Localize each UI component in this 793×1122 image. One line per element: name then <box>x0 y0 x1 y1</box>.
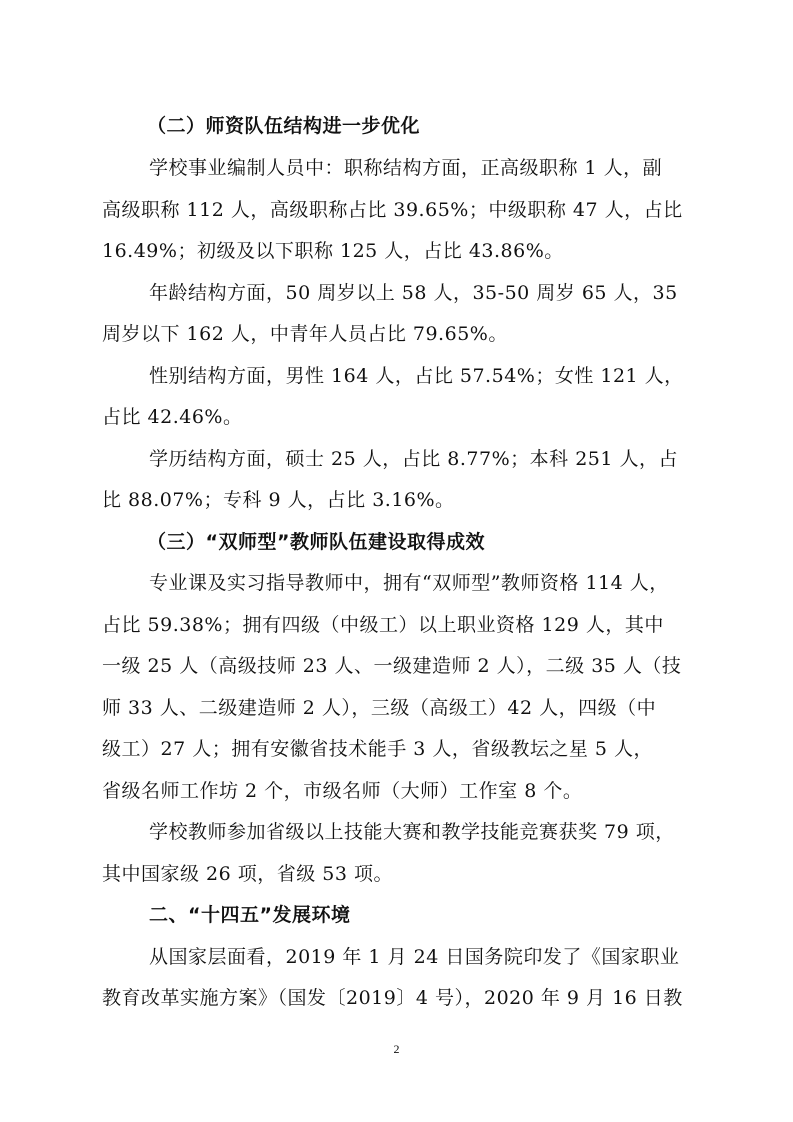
section-heading-3: （三）“双师型”教师队伍建设取得成效 <box>147 531 485 553</box>
paragraph-line: 学校教师参加省级以上技能大赛和教学技能竞赛获奖 79 项， <box>149 821 675 843</box>
paragraph-line: 一级 25 人（高级技师 23 人、一级建造师 2 人），二级 35 人（技 <box>102 655 682 677</box>
paragraph-line: 年龄结构方面，50 周岁以上 58 人，35-50 周岁 65 人，35 <box>149 282 678 304</box>
paragraph-line: 性别结构方面，男性 164 人，占比 57.54%；女性 121 人， <box>149 365 684 387</box>
paragraph-line: 从国家层面看，2019 年 1 月 24 日国务院印发了《国家职业 <box>149 946 680 968</box>
paragraph-line: 省级名师工作坊 2 个，市级名师（大师）工作室 8 个。 <box>102 780 583 802</box>
paragraph-line: 学历结构方面，硕士 25 人，占比 8.77%；本科 251 人，占 <box>149 448 678 470</box>
paragraph-line: 占比 42.46%。 <box>102 406 243 428</box>
paragraph-line: 级工）27 人；拥有安徽省技术能手 3 人，省级教坛之星 5 人， <box>102 738 654 760</box>
paragraph-line: 高级职称 112 人，高级职称占比 39.65%；中级职称 47 人，占比 <box>102 199 683 221</box>
section-heading-2: （二）师资队伍结构进一步优化 <box>147 115 421 137</box>
chapter-heading-2: 二、“十四五”发展环境 <box>149 904 351 926</box>
paragraph-line: 占比 59.38%；拥有四级（中级工）以上职业资格 129 人，其中 <box>102 614 664 636</box>
paragraph-line: 周岁以下 162 人，中青年人员占比 79.65%。 <box>102 323 508 345</box>
paragraph-line: 16.49%；初级及以下职称 125 人，占比 43.86%。 <box>102 240 564 262</box>
paragraph-line: 学校事业编制人员中：职称结构方面，正高级职称 1 人，副 <box>149 157 663 179</box>
paragraph-line: 师 33 人、二级建造师 2 人），三级（高级工）42 人，四级（中 <box>102 697 657 719</box>
paragraph-line: 比 88.07%；专科 9 人，占比 3.16%。 <box>102 489 455 511</box>
page-number: 2 <box>393 1042 400 1056</box>
paragraph-line: 其中国家级 26 项，省级 53 项。 <box>102 863 394 885</box>
paragraph-line: 教育改革实施方案》（国发〔2019〕4 号），2020 年 9 月 16 日教 <box>102 987 683 1009</box>
paragraph-line: 专业课及实习指导教师中，拥有“双师型”教师资格 114 人， <box>149 572 669 594</box>
